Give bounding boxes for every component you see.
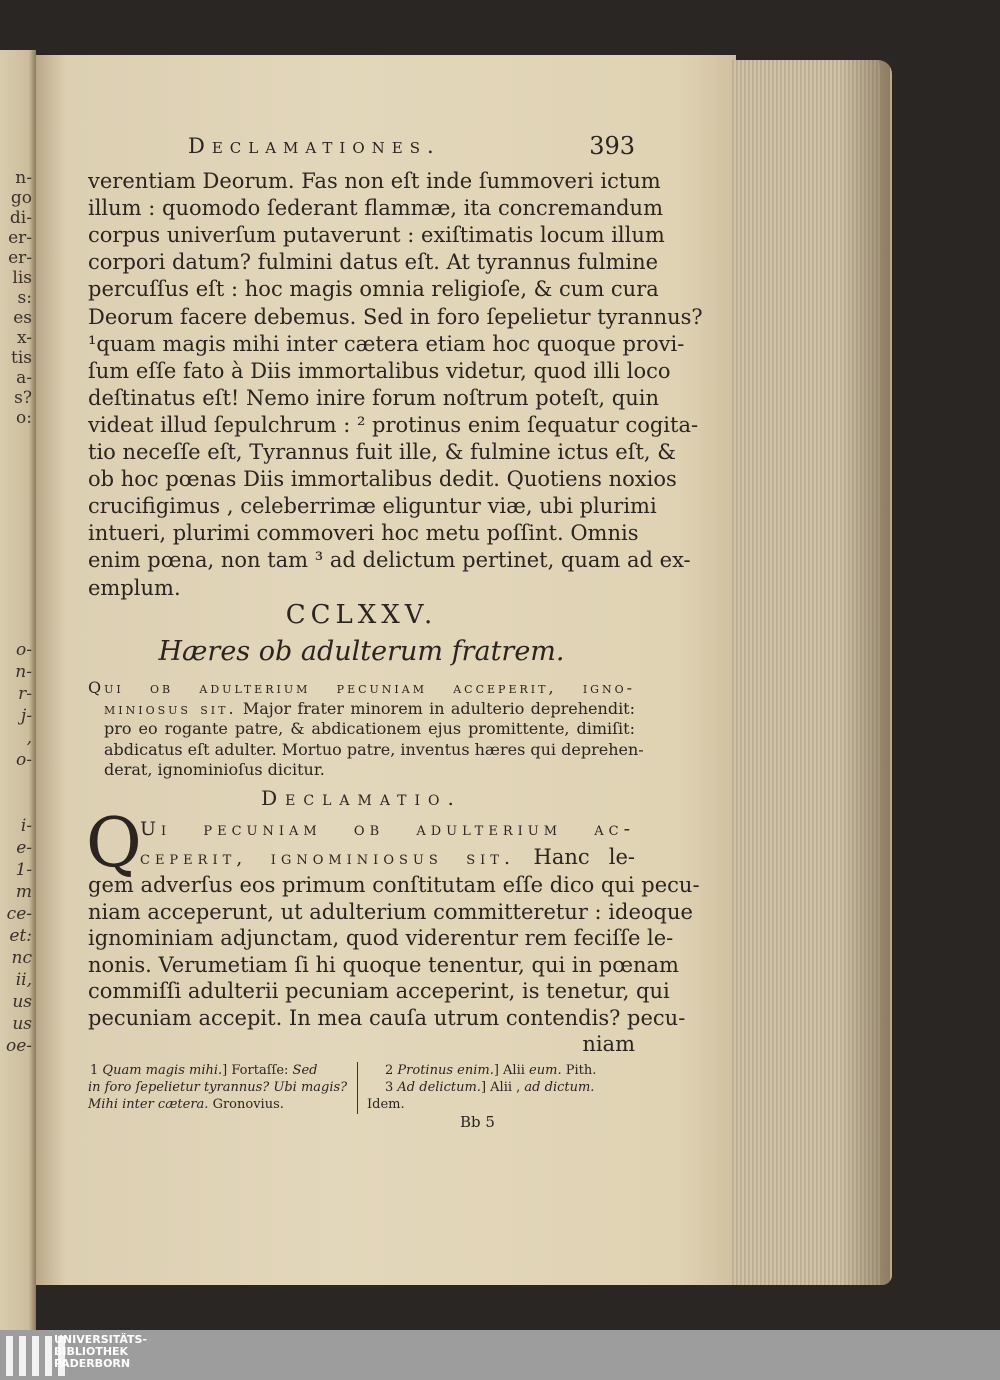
footnote-italic: Mihi inter cætera.: [88, 1097, 209, 1112]
body-line: ſum eſſe fato à Diis immortalibus videtur, quod illi loco: [88, 358, 671, 383]
declamatio-heading: Declamatio.: [261, 786, 462, 810]
footnote-italic: ad dictum.: [524, 1080, 595, 1095]
footnote-italic: in foro ſepelietur tyrannus? Ubi magis?: [88, 1080, 348, 1095]
left-fragment: m: [15, 882, 32, 902]
left-fragment: e-: [16, 838, 32, 858]
footnote-text: Pith.: [561, 1063, 597, 1078]
declamatio-line: ignominiam adjunctam, quod viderentur rem feciſſe le-: [88, 926, 674, 951]
left-fragment: [6, 772, 32, 794]
left-page-text-fragments-lower: [6, 640, 32, 1058]
page-header: [88, 132, 635, 162]
left-fragment: ce-: [6, 904, 32, 924]
argument-line: abdicatus eſt adulter. Mortuo patre, inventus hæres qui deprehen-: [104, 739, 644, 759]
body-line: ¹quam magis mihi inter cætera etiam hoc quoque provi-: [88, 331, 685, 356]
body-line: Deorum facere debemus. Sed in foro ſepelietur tyrannus?: [88, 304, 703, 329]
body-line: illum : quomodo ſederant flammæ, ita concremandum: [88, 196, 663, 221]
body-line: tio neceſſe eſt, Tyrannus fuit ille, & fulmine ictus eſt, &: [88, 440, 676, 464]
footnote-lemma: Quam magis mihi.: [102, 1063, 223, 1078]
footnote-text: ] Alii ,: [480, 1080, 521, 1095]
argument-line: [104, 699, 635, 719]
body-line: enim pœna, non tam ³ ad delictum pertinet, quam ad ex-: [88, 548, 691, 573]
footnote-3: [385, 1079, 594, 1096]
footnote-3-cont: Idem.: [367, 1097, 405, 1112]
footnote-number: 3: [385, 1080, 394, 1095]
running-title: Declamationes.: [188, 134, 441, 158]
library-logo-text: [54, 1334, 147, 1370]
declamatio-line: nonis. Verumetiam ſi hi quoque tenentur, qui in pœnam: [88, 952, 679, 977]
declamatio-caps-line: [140, 844, 635, 871]
footnote-2: [385, 1062, 596, 1079]
signature-mark: Bb 5: [460, 1113, 495, 1131]
footnote-1: [90, 1062, 317, 1079]
left-fragment: o-: [16, 750, 32, 770]
left-page-text-fragments: [8, 168, 32, 428]
argument-line: Qui ob adulterium pecuniam acceperit, igno-: [88, 678, 635, 697]
declamatio-line: commiſſi adulterii pecuniam acceperint, is tenetur, qui: [88, 979, 670, 1004]
section-title: Hæres ob adulterum fratrem.: [158, 636, 565, 667]
left-fragment: [6, 794, 32, 816]
footnote-number: 2: [385, 1063, 394, 1078]
left-fragment: n-: [15, 168, 32, 188]
left-fragment: j-: [20, 706, 32, 726]
left-fragment: er-: [8, 248, 32, 268]
logo-line: BIBLIOTHEK: [54, 1345, 129, 1358]
body-line: emplum.: [88, 575, 181, 600]
section-number: CCLXXV.: [285, 600, 438, 630]
left-fragment: x-: [16, 328, 32, 348]
logo-line: UNIVERSITÄTS-: [54, 1333, 148, 1346]
library-footer: [0, 1330, 1000, 1380]
footnote-1-cont: [88, 1096, 284, 1113]
footnote-italic: Sed: [292, 1063, 318, 1078]
left-fragment: s:: [17, 288, 32, 308]
argument-line: derat, ignominioſus dicitur.: [104, 760, 325, 779]
left-fragment: ii,: [15, 970, 32, 990]
footnote-divider: [357, 1062, 358, 1114]
book-cover-shadow: [840, 60, 890, 1285]
left-fragment: o:: [16, 408, 32, 428]
footnote-text: ] Alii: [493, 1063, 525, 1078]
left-fragment: i-: [20, 816, 32, 836]
footnote-text: Gronovius.: [208, 1097, 284, 1112]
declamatio-line: niam acceperunt, ut adulterium committeretur : ideoque: [88, 899, 693, 924]
left-fragment: go: [10, 188, 32, 208]
left-fragment: o-: [16, 640, 32, 660]
body-line: intueri, plurimi commoveri hoc metu poſſint. Omnis: [88, 521, 639, 546]
left-fragment: et:: [9, 926, 32, 946]
body-line: deſtinatus eſt! Nemo inire forum noſtrum poteſt, quin: [88, 385, 659, 410]
declamatio-line: pecuniam accepit. In mea cauſa utrum contendis? pecu-: [88, 1006, 686, 1030]
body-line: corpori datum? fulmini datus eſt. At tyrannus fulmine: [88, 250, 659, 275]
footnote-italic: eum.: [529, 1063, 562, 1078]
footnote-lemma: Ad delictum.: [397, 1080, 481, 1095]
argument-caps: miniosus sit.: [104, 698, 237, 718]
left-page-edge: [0, 50, 36, 1330]
argument-text: Major frater minorem in adulterio deprehendit:: [242, 698, 636, 718]
left-fragment: n-: [15, 662, 32, 682]
left-fragment: r-: [18, 684, 32, 704]
body-line: videat illud ſepulchrum : ² protinus enim ſequatur cogita-: [88, 412, 699, 437]
footnote-number: 1: [90, 1063, 99, 1078]
logo-line: PADERBORN: [54, 1357, 131, 1370]
declamatio-caps-tail: Hanc le-: [533, 845, 635, 869]
left-fragment: tis: [11, 348, 32, 368]
footnote-lemma: Protinus enim.: [397, 1063, 494, 1078]
catchword: niam: [582, 1032, 635, 1056]
declamatio-caps-text: ceperit, ignominiosus sit.: [140, 847, 515, 869]
left-fragment: oe-: [5, 1036, 32, 1056]
left-fragment: lis: [12, 268, 32, 288]
left-fragment: us: [12, 992, 32, 1012]
body-line: corpus univerſum putaverunt : exiſtimatis locum illum: [88, 223, 665, 248]
declamatio-line: gem adverſus eos primum conſtitutam eſſe dico qui pecu-: [88, 873, 700, 897]
left-fragment: nc: [11, 948, 32, 968]
footnote-1-cont: [88, 1079, 347, 1096]
drop-cap: Q: [86, 804, 142, 883]
argument-line: pro eo rogante patre, & abdicationem ejus promittente, dimiſit:: [104, 719, 635, 738]
declamatio-caps-line: Ui pecuniam ob adulterium ac-: [140, 818, 635, 840]
body-line: percuſſus eſt : hoc magis omnia religioſe, & cum cura: [88, 277, 659, 302]
body-line: verentiam Deorum. Fas non eſt inde ſummoveri ictum: [88, 169, 661, 193]
left-fragment: di-: [9, 208, 32, 228]
left-fragment: 1-: [15, 860, 32, 880]
left-fragment: er-: [8, 228, 32, 248]
page-number: 393: [589, 132, 635, 160]
footnote-text: ] Fortaſſe:: [222, 1063, 289, 1078]
left-fragment: ,: [26, 728, 32, 748]
left-fragment: a-: [16, 368, 32, 388]
body-line: crucifigimus , celeberrimæ eliguntur viæ, ubi plurimi: [88, 494, 657, 519]
body-line: ob hoc pœnas Diis immortalibus dedit. Quotiens noxios: [88, 467, 677, 492]
left-fragment: s?: [14, 388, 32, 408]
left-fragment: us: [12, 1014, 32, 1034]
left-fragment: es: [13, 308, 32, 328]
